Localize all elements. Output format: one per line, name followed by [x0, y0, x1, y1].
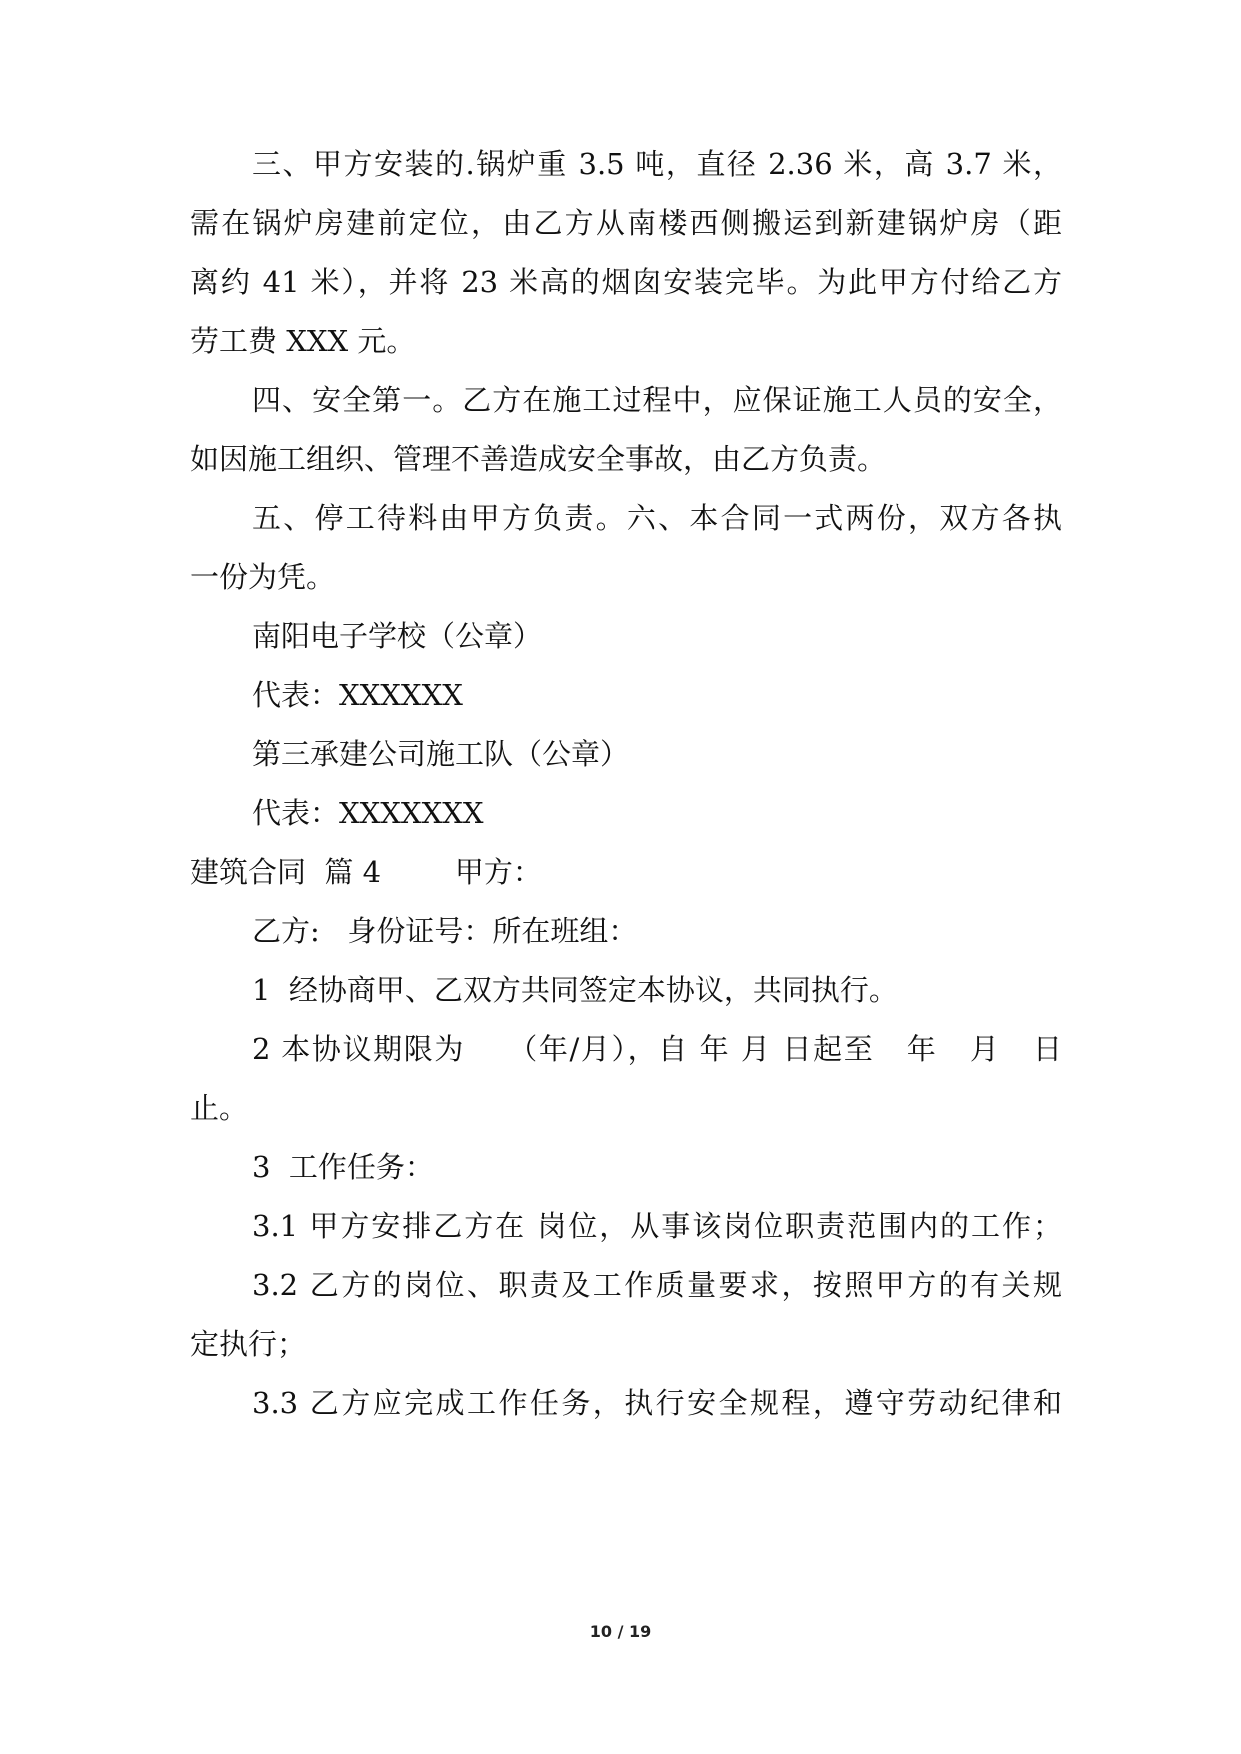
paragraph-line: 五、停工待料由甲方负责。六、本合同一式两份，双方各执 [252, 501, 1062, 535]
paragraph-line: 如因施工组织、管理不善造成安全事故，由乙方负责。 [190, 442, 887, 476]
paragraph-line: 2 本协议期限为 （年/月），自 年 月 日起至 年 月 日 [252, 1032, 1062, 1066]
paragraph-line: 需在锅炉房建前定位，由乙方从南楼西侧搬运到新建锅炉房（距 [190, 206, 1062, 240]
paragraph-line: 1 经协商甲、乙双方共同签定本协议，共同执行。 [252, 973, 898, 1007]
page-number: 10 / 19 [589, 1622, 652, 1641]
paragraph-line: 止。 [190, 1091, 249, 1125]
signature-party-b: 第三承建公司施工队（公章） [252, 737, 630, 771]
paragraph-line: 定执行； [190, 1327, 307, 1361]
signature-party-a: 南阳电子学校（公章） [252, 619, 543, 653]
paragraph-line: 乙方: 身份证号：所在班组： [252, 914, 638, 948]
paragraph-line: 3.1 甲方安排乙方在 岗位，从事该岗位职责范围内的工作； [252, 1209, 1062, 1243]
paragraph-line: 3.2 乙方的岗位、职责及工作质量要求，按照甲方的有关规 [252, 1268, 1062, 1302]
paragraph-line: 四、安全第一。乙方在施工过程中，应保证施工人员的安全， [252, 383, 1062, 417]
paragraph-line: 一份为凭。 [190, 560, 336, 594]
paragraph-line: 3.3 乙方应完成工作任务，执行安全规程，遵守劳动纪律和 [252, 1386, 1062, 1420]
signature-representative-a: 代表：XXXXXX [252, 678, 463, 712]
signature-representative-b: 代表：XXXXXXX [252, 796, 484, 830]
paragraph-line: 三、甲方安装的.锅炉重 3.5 吨，直径 2.36 米，高 3.7 米， [252, 147, 1062, 181]
paragraph-line: 3 工作任务： [252, 1150, 434, 1184]
paragraph-line: 劳工费 XXX 元。 [190, 324, 416, 358]
section-heading: 建筑合同 篇 4 甲方： [190, 855, 542, 889]
paragraph-line: 离约 41 米），并将 23 米高的烟囱安装完毕。为此甲方付给乙方 [190, 265, 1062, 299]
